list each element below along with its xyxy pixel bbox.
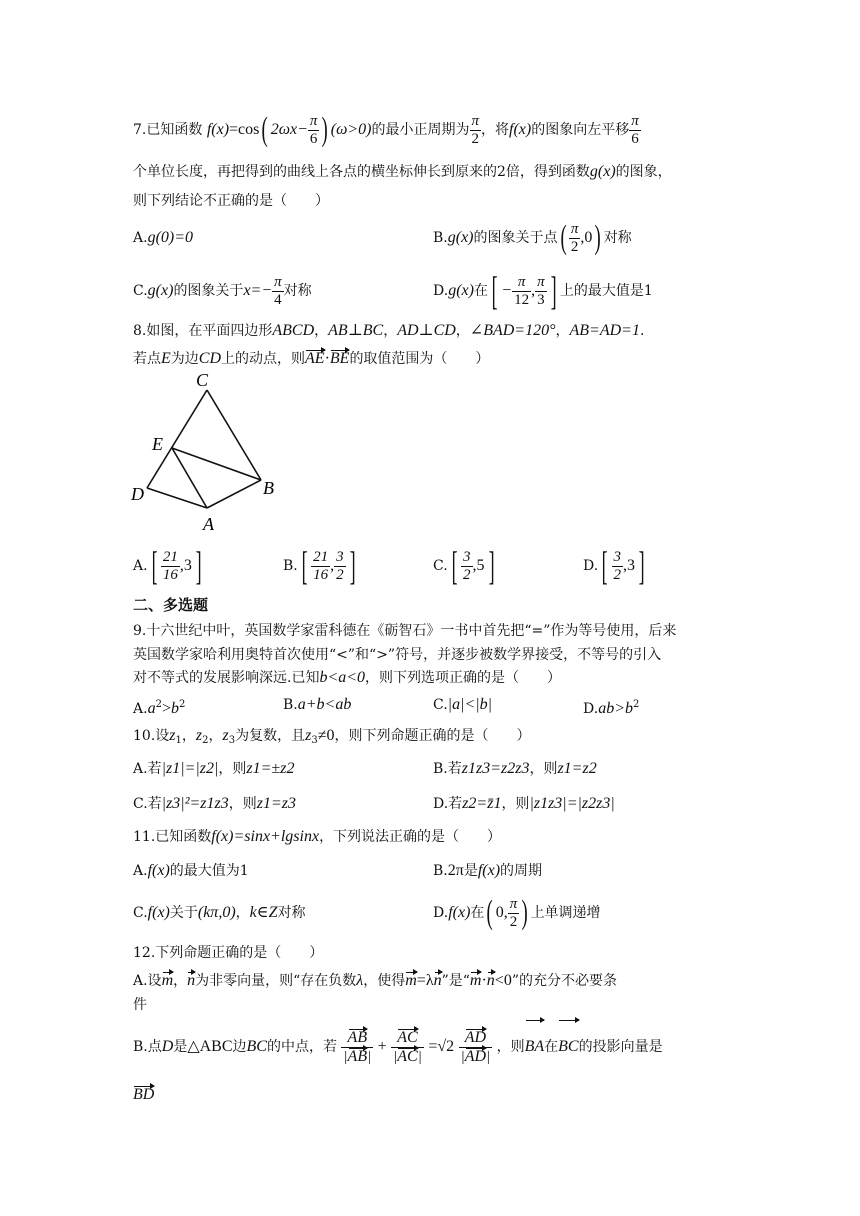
label-e: E [152, 434, 163, 454]
q9-line2: 英国数学家哈利用奥特首次使用“<”和“>”符号，并逐步被数学界接受，不等号的引入 [133, 647, 662, 663]
q8-line1: 8.如图，在平面四边形ABCD，AB⊥BC，AD⊥CD，∠BAD=120°，AB=AD=1. [133, 322, 645, 339]
q12-option-a-line2: 件 [133, 997, 147, 1013]
q9-line3: 对不等式的发展影响深远.已知b<a<0，则下列选项正确的是（ ） [133, 669, 562, 686]
section-heading: 二、多选题 [133, 596, 209, 614]
q9-option-c: C.|a|<|b| [433, 696, 493, 713]
q9-option-d: $D.ab>b^2$ [583, 699, 640, 717]
q11-line1: 11.已知函数f(x)=sinx+lgsinx，下列说法正确的是（ ） [133, 828, 502, 845]
quadrilateral-figure [125, 368, 285, 538]
label-b: B [263, 478, 274, 498]
q9-line1: 9.十六世纪中叶，英国数学家雷科德在《砺智石》一书中首先把“=”作为等号使用，后来 [133, 623, 677, 639]
q7-option-a: A.g(0)=0 [133, 229, 194, 246]
q11-option-b: B.2π是f(x)的周期 [433, 862, 543, 879]
edge-ba [207, 480, 261, 508]
q7-line2: 个单位长度，再把得到的曲线上各点的横坐标伸长到原来的2倍，得到函数g(x)的图象， [133, 163, 672, 180]
q7-option-d: D.g(x)在[ − $\frac{\pi}{12}$ , $\frac{\pi}{3}$ ] 上的最大值是1 [433, 268, 653, 313]
q11-option-d: D.f(x)在( 0, $\frac{\pi}{2}$ ) 上单调递增 [433, 894, 601, 931]
q7-option-b: B.g(x)的图象关于点( $\frac{\pi}{2}$ ,0) 对称 [433, 219, 632, 256]
q10-option-c: C.若|z3|²=z1z3，则z1=z3 [133, 795, 296, 812]
q10-option-a: A.若|z1|=|z2|，则z1=±z2 [133, 760, 295, 777]
q8-option-b: B.[ $\frac{21}{16}$ , $\frac{3}{2}$ ] [283, 543, 356, 588]
label-c: C [196, 370, 209, 390]
q7-line1: 7.已知函数 f(x)=cos( 2ωx− $\frac{\pi}{6}$ ) (ω>0)的最小正周期为 $\frac{\pi}{2}$ ，将f(x)的图象向左平移 $\frac{\pi}{6}$ [133, 111, 639, 148]
q12-line1: 12.下列命题正确的是（ ） [133, 945, 324, 961]
label-a: A [203, 514, 214, 534]
q11-option-c: C.f(x)关于(kπ,0)，k∈Z对称 [133, 904, 306, 921]
q11-option-a: A.f(x)的最大值为1 [133, 862, 249, 879]
q12-option-b-line2: BD [133, 1086, 155, 1103]
q8-option-c: C.[ $\frac{3}{2}$ ,5] [433, 543, 495, 588]
q9-option-b: B.a+b<ab [283, 696, 352, 713]
q12-option-a-line1: A.设m，n为非零向量，则“存在负数λ，使得m=λn”是“m·n<0”的充分不必要条 [133, 972, 617, 989]
q8-option-d: D.[ $\frac{3}{2}$ ,3] [583, 543, 645, 588]
q7-option-c: C.g(x)的图象关于x=− $\frac{\pi}{4}$ 对称 [133, 273, 312, 308]
label-d: D [131, 484, 144, 504]
q7-line3: 则下列结论不正确的是（ ） [133, 193, 329, 209]
segment-eb [172, 448, 261, 480]
q8-line2: 若点E为边CD上的动点，则AE·BE的取值范围为（ ） [133, 350, 490, 367]
q10-option-d: D.若z2=z̄1，则|z1z3|=|z2z3| [433, 795, 615, 812]
q9-option-a: $A.a^2>b^2$ [133, 699, 186, 717]
q10-option-b: B.若z1z3=z2z3，则z1=z2 [433, 760, 597, 777]
q8-option-a: A.[ $\frac{21}{16}$ ,3] [133, 543, 202, 588]
q12-option-b-line1: B.点D是△ABC边BC的中点，若 $\frac{AB}{|AB|}$ + $\frac{AC}{|AC|}$ =√2 $\frac{AD}{|AD|}$ ，则BA在BC的投影向量是 [133, 1020, 663, 1074]
q10-line1: 10.设$z_1$，$z_2$，$z_3$为复数，且$z_3\ne 0$，则下列命题正确的是（ ） [133, 727, 531, 746]
segment-ea [172, 448, 207, 508]
edge-cb [207, 390, 261, 480]
